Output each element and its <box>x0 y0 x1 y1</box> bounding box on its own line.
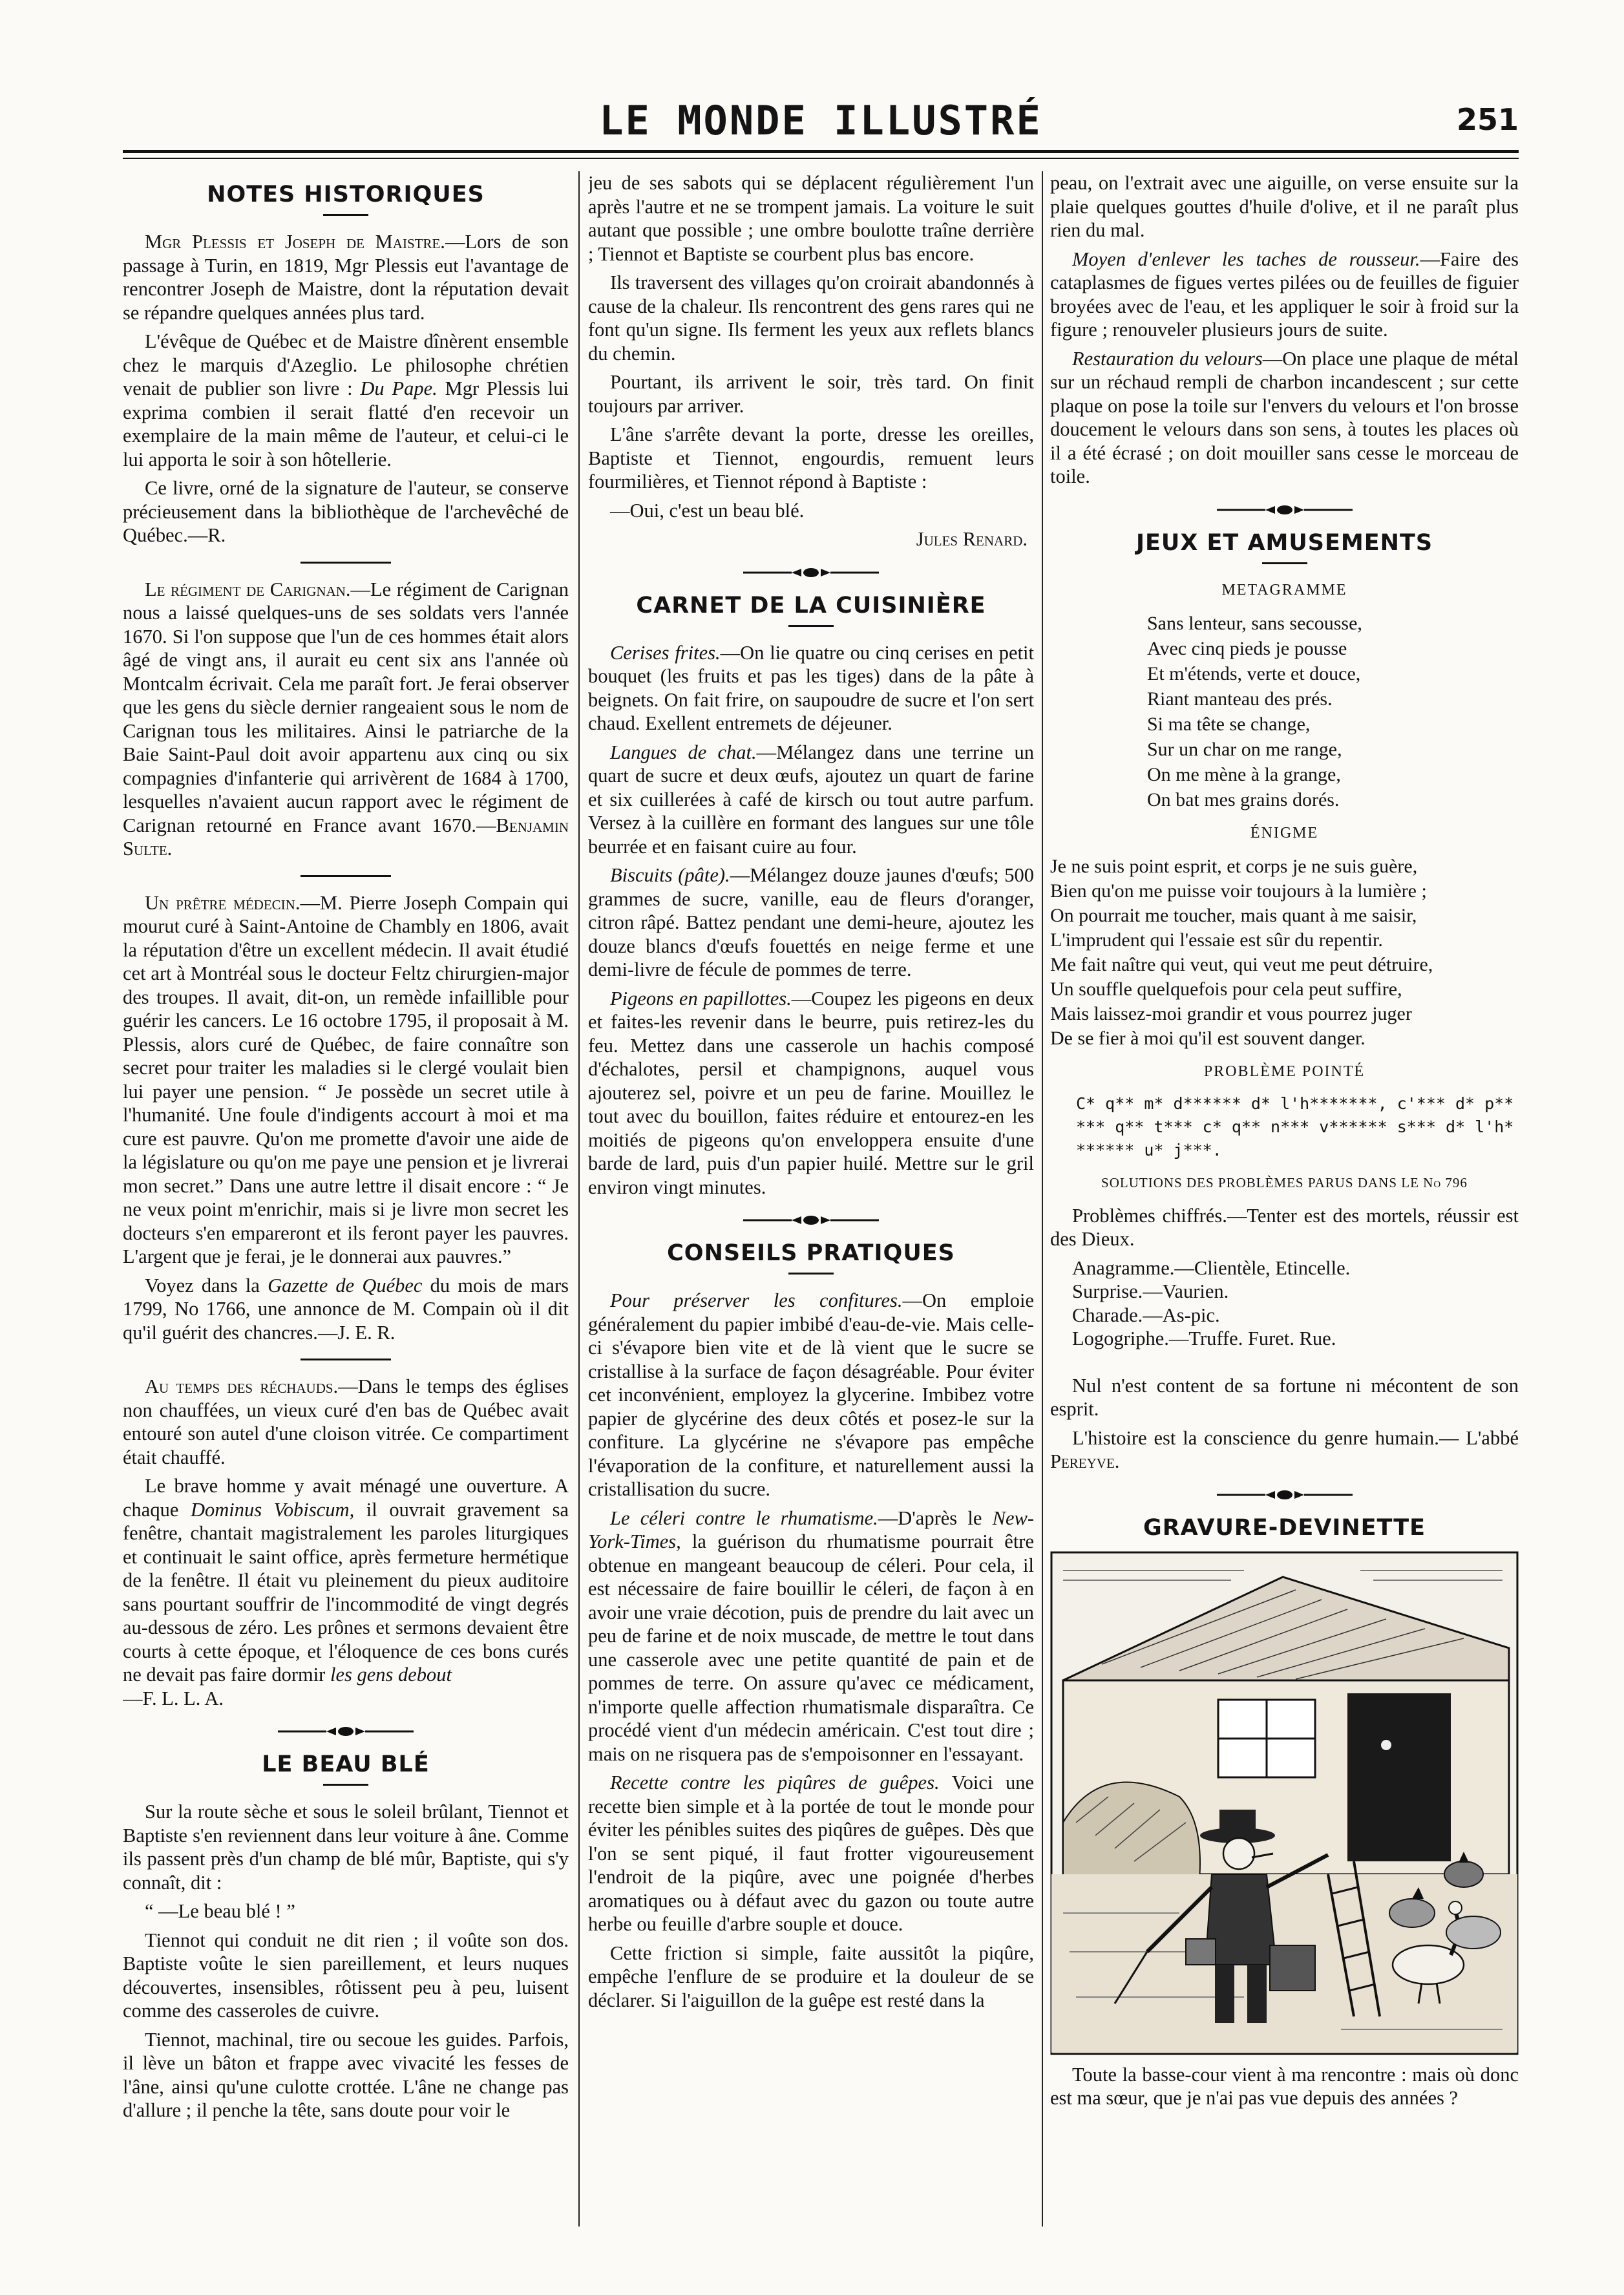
column-1 <box>123 171 569 2262</box>
solution-line: Problèmes chiffrés.—Tenter est des mortels, réussir est des Dieux. <box>1050 1204 1519 1250</box>
story-paragraph: Sur la route sèche et sous le soleil brûlant, Tiennot et Baptiste s'en reviennent dans leur voiture à âne. Comme ils passent près d'un champ de blé mûr, Baptiste, qui s'y connaît, dit : <box>123 1801 569 1894</box>
poem-line: Avec cinq pieds je pousse <box>1147 638 1347 659</box>
advice-paragraph: Pour préserver les confitures.—On emploie généralement du papier imbibé d'eau-de-vie. Mais celle-ci s'évapore bien vite et de là vient que le sucre se cristallise à la surface de façon désagréable. Pour éviter cet inconvénient, employez la glycerine. Imbibez votre papier de glycérine des deux côtés et posez-le sur la confiture. La glycérine ne s'évapore pas empêche l'évaporation de la confiture, et naturellement aussi la cristallisation du sucre. <box>588 1289 1034 1500</box>
section-rule <box>301 562 391 564</box>
story-paragraph: “ —Le beau blé ! ” <box>145 1900 295 1922</box>
advice-paragraph: Cette friction si simple, faite aussitôt la piqûre, empêche l'enflure de se produire et la douleur de se déclarer. Si l'aiguillon de la guêpe est resté dans la <box>588 1941 1034 2011</box>
solution-line: Charade.—As-pic. <box>1072 1304 1220 1326</box>
author-signature: Jules Renard. <box>916 528 1028 550</box>
poem-line: Mais laissez-moi grandir et vous pourrez juger <box>1050 1002 1412 1024</box>
poem-line: Sans lenteur, sans secousse, <box>1147 613 1362 634</box>
column-divider-2 <box>1042 171 1043 2226</box>
ornament-divider-icon <box>275 1724 417 1739</box>
advice-paragraph: peau, on l'extrait avec une aiguille, on verse ensuite sur la plaie quelques gouttes d'huile d'olive, et il ne paraît plus rien du mal. <box>1050 172 1519 241</box>
puzzle-label-metagramme: METAGRAMME <box>1221 581 1347 598</box>
header-rule-thin <box>123 158 1519 159</box>
section-title-jeux-amusements: JEUX ET AMUSEMENTS <box>1135 529 1433 556</box>
section-rule <box>301 1359 391 1360</box>
column-divider-1 <box>578 171 580 2226</box>
poem-line: Et m'étends, verte et douce, <box>1147 663 1361 684</box>
poem-line: On bat mes grains dorés. <box>1147 789 1340 810</box>
article-paragraph: Ce livre, orné de la signature de l'auteur, se conserve précieusement dans la bibliothèque de l'archevêché de Québec.—R. <box>123 477 569 546</box>
advice-paragraph: Recette contre les piqûres de guêpes. Voici une recette bien simple et à la portée de tout le monde pour éviter les pénibles suites des piqûres de guêpes. Dès que l'on se sent piqué, il faut frotter vigoureusement l'endroit de la piqûre, avec une poignée d'herbes aromatiques ou à défaut avec du gazon ou toute autre herbe ou feuille d'arbre souple et douce. <box>588 1771 1034 1935</box>
ornament-divider-icon <box>1214 503 1356 517</box>
enigme-poem <box>1050 854 1519 1051</box>
ornament-divider-icon <box>740 566 882 580</box>
story-paragraph: Ils traversent des villages qu'on croirait abandonnés à cause de la chaleur. Ils rencontrent des gens rares qui ne font qu'un signe. Ils ferment les yeux aux reflets blancs du chemin. <box>588 271 1034 365</box>
poem-line: On me mène à la grange, <box>1147 764 1341 785</box>
maxim: Nul n'est content de sa fortune ni mécontent de son esprit. <box>1050 1374 1519 1420</box>
ornament-divider-icon <box>740 1213 882 1227</box>
poem-line: Me fait naître qui veut, qui veut me peut détruire, <box>1050 953 1433 975</box>
title-rule <box>323 214 368 216</box>
column-3 <box>1050 171 1519 2262</box>
metagramme-poem <box>1147 611 1519 812</box>
solutions-label: SOLUTIONS DES PROBLÈMES PARUS DANS LE No 796 <box>1101 1175 1468 1190</box>
article-paragraph: Voyez dans la Gazette de Québec du mois de mars 1799, No 1766, une annonce de M. Compain où il dit qu'il guérit des chancres.—J. E. R. <box>123 1274 569 1344</box>
story-paragraph: —Oui, c'est un beau blé. <box>610 499 805 522</box>
solutions-list <box>1050 1256 1519 1351</box>
column-2 <box>588 171 1034 2262</box>
section-title-le-beau-ble: LE BEAU BLÉ <box>262 1751 430 1777</box>
maxim: L'histoire est la conscience du genre humain.— L'abbé Pereyve. <box>1050 1426 1519 1472</box>
title-rule <box>788 625 834 627</box>
section-title-gravure-devinette: GRAVURE-DEVINETTE <box>1143 1514 1426 1541</box>
newspaper-title: LE MONDE ILLUSTRÉ <box>599 97 1042 144</box>
story-paragraph: Pourtant, ils arrivent le soir, très tard. On finit toujours par arriver. <box>588 371 1034 417</box>
advice-paragraph: Moyen d'enlever les taches de rousseur.—Faire des cataplasmes de figues vertes pilées ou de feuilles de figuier broyées avec de l'eau, et les appliquer le soir à froid sur la figure ; renouveler plusieurs jours de suite. <box>1050 248 1519 341</box>
title-rule <box>323 1784 368 1786</box>
poem-line: De se fier à moi qu'il est souvent danger. <box>1050 1027 1366 1049</box>
poem-line: Riant manteau des prés. <box>1147 688 1333 710</box>
recipe-paragraph: Biscuits (pâte).—Mélangez douze jaunes d'œufs; 500 grammes de sucre, vanille, eau de fleurs d'oranger, citron râpé. Battez pendant une demi-heure, ajoutez les douze blancs d'œufs fouettés en neige ferme et une demi-livre de fécule de pommes de terre. <box>588 864 1034 980</box>
advice-paragraph: Le céleri contre le rhumatisme.—D'après le New-York-Times, la guérison du rhumatisme pourrait être obtenue en mangeant beaucoup de céleri. Pour cela, il est nécessaire de faire bouillir le céleri, de façon à en avoir une vraie décotion, puis de prendre du lait avec un peu de farine et de noix muscade, de mettre le tout dans une casserole avec une petite quantité de pain et de pommes de terre. On assure qu'avec ce médicament, n'importe quelle affection rhumatismale disparaîtra. Ce procédé vient d'un médecin américain. C'est tout dire ; mais on ne risquera pas de s'empoisonner en l'essayant. <box>588 1507 1034 1765</box>
page-number: 251 <box>1456 102 1519 137</box>
section-title-carnet-cuisiniere: CARNET DE LA CUISINIÈRE <box>636 592 986 619</box>
section-title-conseils-pratiques: CONSEILS PRATIQUES <box>667 1240 955 1266</box>
title-rule <box>1262 562 1307 564</box>
title-rule <box>788 1273 834 1274</box>
gravure-devinette-illustration <box>1050 1551 1519 2055</box>
article-paragraph: Un prêtre médecin.—M. Pierre Joseph Compain qui mourut curé à Saint-Antoine de Chambly en 1806, avait la réputation d'être un excellent médecin. Il avait étudié cet art à Montréal sous le docteur Feltz chirurgien-major des troupes. Il avait, dit-on, un remède infaillible pour guérir les cancers. Le 16 octobre 1795, il proposait à M. Plessis, alors curé de Québec, de faire connaître son secret pour traiter les maladies si le clergé voulait bien lui payer une pension. “ Je possède un secret utile à l'humanité. Une foule d'indigents accourt à moi et ma cure est pauvre. Qu'on me promette d'avoir une aide de la législature ou qu'on me paye une pension et je livrerai mon secret.” Dans une autre lettre il disait encore : “ Je ne veux point m'enrichir, mais si je livre mon secret les docteurs s'en empareront et ils feront payer les pauvres. L'argent que je ferai, je le donnerai aux pauvres.” <box>123 891 569 1267</box>
section-title-notes-historiques: NOTES HISTORIQUES <box>207 182 485 207</box>
poem-line: Sur un char on me range, <box>1147 739 1342 760</box>
poem-line: Je ne suis point esprit, et corps je ne suis guère, <box>1050 855 1418 877</box>
article-paragraph: Le régiment de Carignan.—Le régiment de Carignan nous a laissé quelques-uns de ses soldats vers l'année 1670. Si l'on suppose que l'un de ces hommes était alors âgé de vingt ans, il aurait eu cent six ans l'année où Montcalm écrivait. Cela me paraît fort. Je ferai observer que les gens du siècle dernier rangeaient sous le nom de Carignan tous les militaires. Ainsi le patriarche de la Baie Saint-Paul doit avoir appartenu aux cinq ou six compagnies d'infanterie qui arrivèrent de 1684 à 1700, lesquelles n'avaient aucun rapport avec le régiment de Carignan retourné en France avant 1670.—Benjamin Sulte. <box>123 578 569 860</box>
puzzle-label-probleme-pointe: PROBLÈME POINTÉ <box>1203 1063 1366 1080</box>
solution-line: Surprise.—Vaurien. <box>1072 1280 1229 1302</box>
story-paragraph: L'âne s'arrête devant la porte, dresse les oreilles, Baptiste et Tiennot, engourdis, remuent leurs fourmilières, et Tiennot répond à Baptiste : <box>588 423 1034 492</box>
puzzle-label-enigme: ÉNIGME <box>1250 825 1319 841</box>
poem-line: On pourrait me toucher, mais quant à me saisir, <box>1050 904 1417 926</box>
poem-line: Si ma tête se change, <box>1147 714 1311 735</box>
illustration-caption: Toute la basse-cour vient à ma rencontre : mais où donc est ma sœur, que je n'ai pas vue depuis des années ? <box>1050 2063 1519 2109</box>
story-paragraph: jeu de ses sabots qui se déplacent régulièrement l'un après l'autre et ne se trompent jamais. La voiture le suit autant que possible ; une ombre boulotte traîne derrière ; Tiennot et Baptiste se courbent plus bas encore. <box>588 172 1034 265</box>
poem-line: L'imprudent qui l'essaie est sûr du repentir. <box>1050 929 1383 951</box>
section-rule <box>301 875 391 877</box>
solution-line: Anagramme.—Clientèle, Etincelle. <box>1072 1256 1351 1279</box>
story-paragraph: Tiennot, machinal, tire ou secoue les guides. Parfois, il lève un bâton et frappe avec vivacité les fesses de l'âne, ainsi qu'une culotte crottée. L'âne ne change pas d'allure ; il penche la tête, sans doute pour voir le <box>123 2028 569 2121</box>
ornament-divider-icon <box>1214 1488 1356 1502</box>
masthead <box>123 97 1519 158</box>
recipe-paragraph: Langues de chat.—Mélangez dans une terrine un quart de sucre et deux œufs, ajoutez un quart de farine et six cuillerées à café de kirsch ou tout autre parfum. Versez à la cuillère en formant des langues sur une tôle beurrée et en faisant cuire au four. <box>588 741 1034 858</box>
article-paragraph: Mgr Plessis et Joseph de Maistre.—Lors de son passage à Turin, en 1819, Mgr Plessis eut l'avantage de rencontrer Joseph de Maistre, dont la réputation devait se répandre quelques années plus tard. <box>123 231 569 324</box>
poem-line: Un souffle quelquefois pour cela peut suffire, <box>1050 978 1402 1000</box>
solution-line: Logogriphe.—Truffe. Furet. Rue. <box>1072 1327 1336 1349</box>
article-paragraph: L'évêque de Québec et de Maistre dînèrent ensemble chez le marquis d'Azeglio. Le philosophe chrétien venait de publier son livre : Du Pape. Mgr Plessis lui exprima combien il serait flatté d'en recevoir un exemplaire de la main même de l'auteur, et celui-ci le lui apporta le soir à son hôtellerie. <box>123 330 569 471</box>
article-paragraph: Au temps des réchauds.—Dans le temps des églises non chauffées, un vieux curé d'en bas de Québec avait entouré son autel d'une cloison vitrée. Ce compartiment était chauffé. <box>123 1375 569 1468</box>
recipe-paragraph: Cerises frites.—On lie quatre ou cinq cerises en petit bouquet (les fruits et pas les tiges) dans de la pâte à beignets. On fait frire, on saupoudre de sucre et l'on sert chaud. Exellent entremets de déjeuner. <box>588 641 1034 734</box>
poem-line: Bien qu'on me puisse voir toujours à la lumière ; <box>1050 880 1427 902</box>
recipe-paragraph: Pigeons en papillottes.—Coupez les pigeons en deux et faites-les revenir dans le beurre, puis retirez-les du feu. Mettez dans une casserole un hachis composé d'échalotes, persil et champignons, auquel vous ajouterez sel, poivre et un peu de farine. Mouillez le tout avec du bouillon, faites réduire et entourez-en les moitiés de pigeons qu'on enveloppera ensuite d'une barde de lard, puis d'un papier huilé. Mettre sur le gril environ vingt minutes. <box>588 987 1034 1198</box>
article-paragraph: Le brave homme y avait ménagé une ouverture. A chaque Dominus Vobiscum, il ouvrait gravement sa fenêtre, chantait magistralement les paroles liturgiques et continuait le saint office, après fermeture hermétique de la fenêtre. Il était vu pleinement du pieux auditoire sans pourtant souffrir de l'incommodité de vingt degrés au-dessous de zéro. Les prônes et sermons devaient être courts à cette époque, et l'éloquence de ces bons curés ne devait pas faire dormir les gens debout —F. L. L. A. <box>123 1475 569 1709</box>
header-rule-thick <box>123 150 1519 153</box>
story-paragraph: Tiennot qui conduit ne dit rien ; il voûte son dos. Baptiste voûte le sien pareillement, et leurs nuques découvertes, insensibles, rôtissent peu à peu, luisent comme des casseroles de cuivre. <box>123 1929 569 2022</box>
probleme-pointe-text: C* q** m* d****** d* l'h*******, c'*** d* p***** q** t*** c* q** n*** v****** s*** d* l'h******* u* j***. <box>1076 1094 1514 1159</box>
advice-paragraph: Restauration du velours—On place une plaque de métal sur un réchaud rempli de charbon incandescent ; sur cette plaque on pose la toile sur l'envers du velours et l'on brosse doucement le velours dans son sens, à toutes les places où il a été écrasé ; on doit mouiller sans cesse le morceau de toile. <box>1050 347 1519 487</box>
